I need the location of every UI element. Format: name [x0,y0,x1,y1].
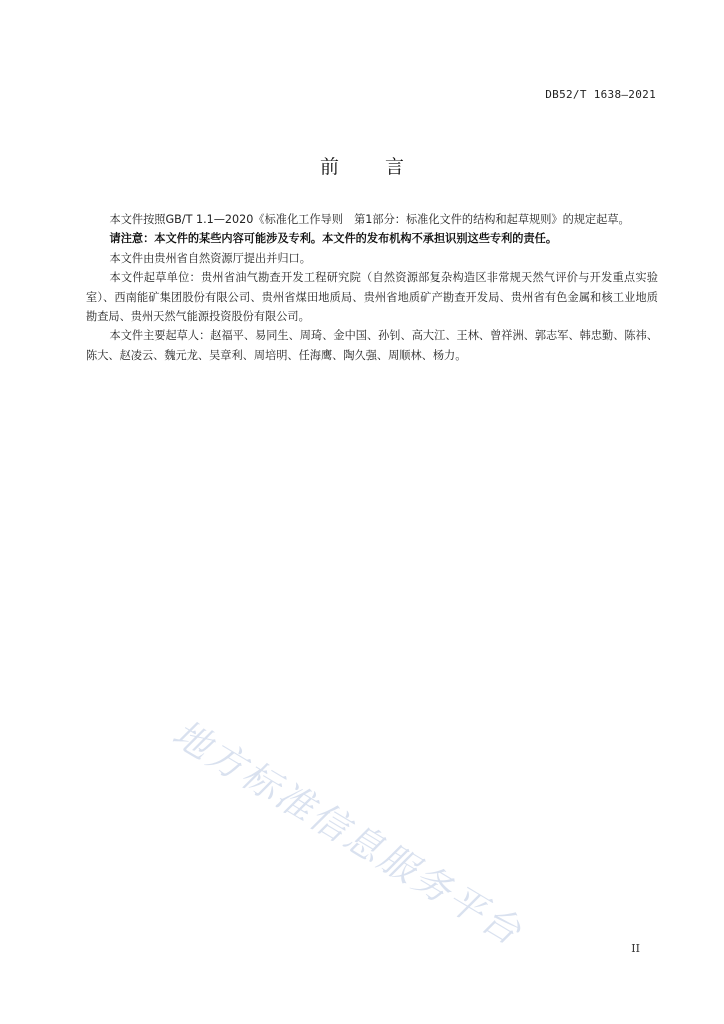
foreword-body [86,210,658,365]
paragraph-drafters: 本文件主要起草人：赵福平、易同生、周琦、金中国、孙钊、高大江、王林、曾祥洲、郭志军、韩忠勤、陈祎、陈大、赵凌云、魏元龙、吴章利、周培明、任海鹰、陶久强、周顺林、杨力。 [86,329,658,362]
paragraph-patent-notice: 请注意：本文件的某些内容可能涉及专利。本文件的发布机构不承担识别这些专利的责任。 [109,232,558,246]
paragraph-drafting-rules: 本文件按照GB/T 1.1—2020《标准化工作导则 第1部分：标准化文件的结构和起草规则》的规定起草。 [109,213,630,226]
paragraph-proposer: 本文件由贵州省自然资源厅提出并归口。 [109,251,311,265]
watermark: 地方标准信息服务平台 [165,711,531,955]
document-code: DB52/T 1638—2021 [545,88,656,101]
paragraph-drafting-units: 本文件起草单位：贵州省油气勘查开发工程研究院（自然资源部复杂构造区非常规天然气评价与开发重点实验室）、西南能矿集团股份有限公司、贵州省煤田地质局、贵州省地质矿产勘查开发局、贵州省有色金属和核工业地质勘查局、贵州天然气能源投资股份有限公司。 [86,271,658,324]
page-title: 前言 [319,156,450,178]
page-number: II [631,942,640,955]
